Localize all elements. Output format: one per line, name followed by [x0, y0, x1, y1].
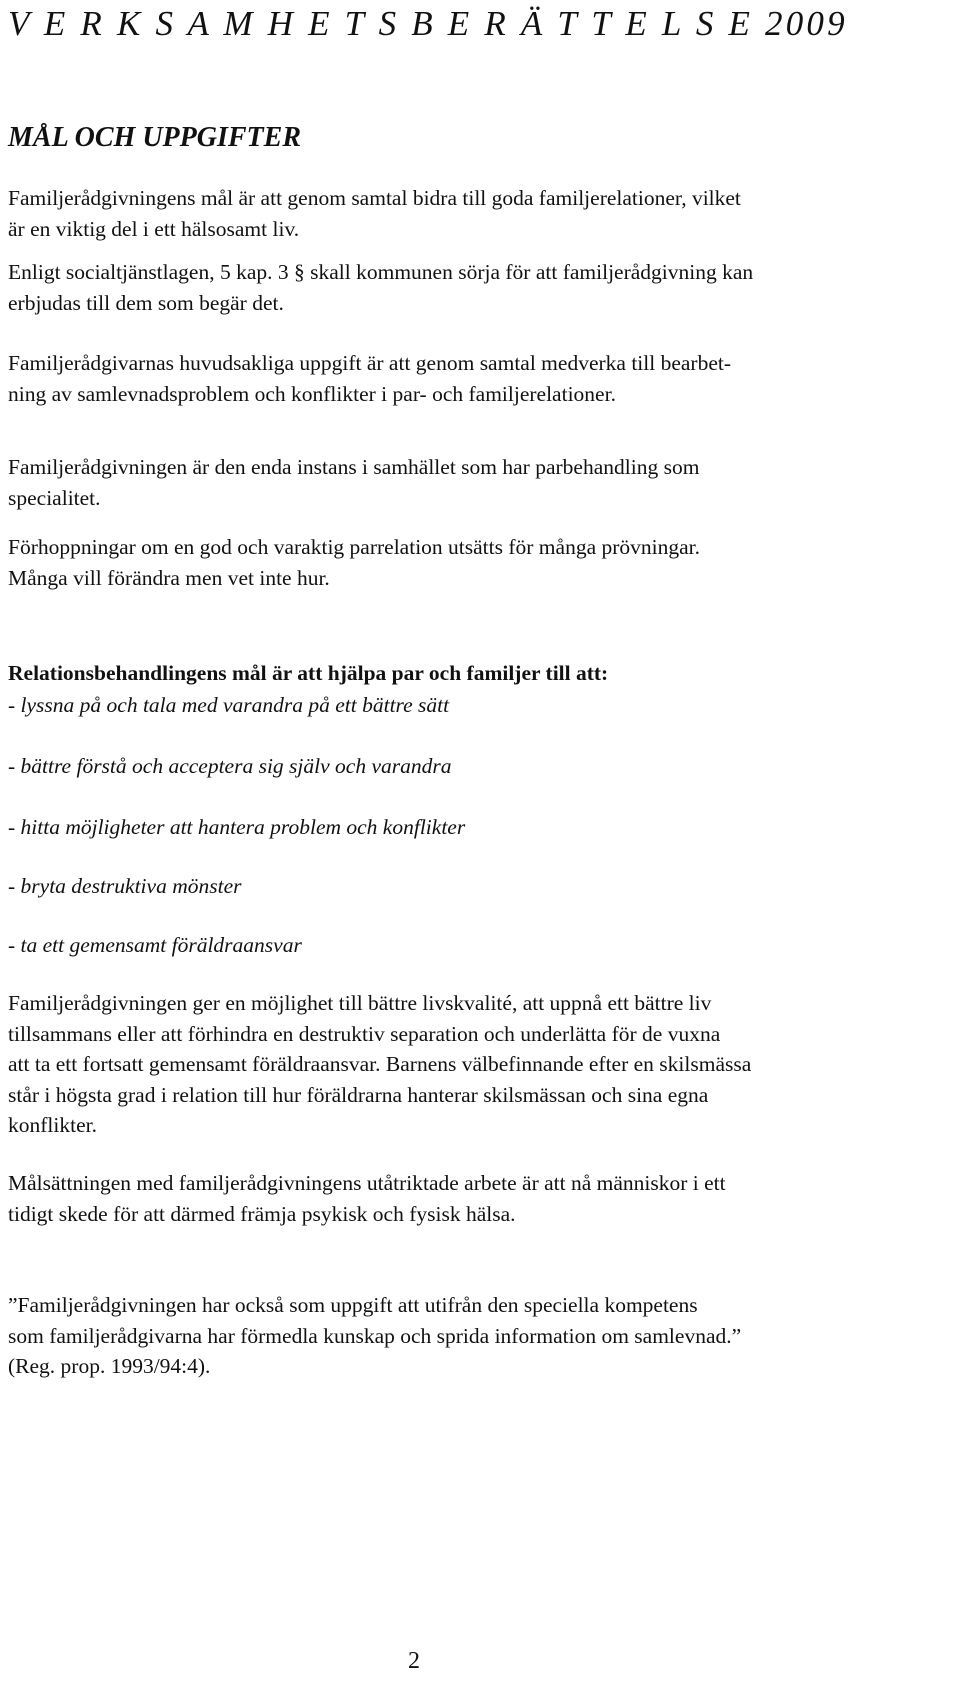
text-line: Förhoppningar om en god och varaktig parrelation utsätts för många prövningar. — [8, 535, 701, 559]
page-title: V E R K S A M H E T S B E R Ä T T E L S E 2009 — [8, 4, 848, 43]
paragraph-task — [8, 348, 731, 409]
text-line: tillsammans eller att förhindra en destruktiv separation och underlätta för de vuxna — [8, 1021, 721, 1046]
goals-heading: Relationsbehandlingens mål är att hjälpa par och familjer till att: — [8, 661, 609, 685]
text-line: tidigt skede för att därmed främja psykisk och fysisk hälsa. — [8, 1201, 516, 1226]
text-line: specialitet. — [8, 485, 101, 510]
text-line: Många vill förändra men vet inte hur. — [8, 565, 330, 590]
text-line: erbjudas till dem som begär det. — [8, 290, 284, 315]
text-line: Familjerådgivarnas huvudsakliga uppgift är att genom samtal medverka till bearbet- — [8, 351, 732, 375]
paragraph-hopes — [8, 532, 700, 593]
paragraph-quality — [8, 988, 751, 1141]
goal-item: - bryta destruktiva mönster — [8, 874, 242, 898]
goal-item: - hitta möjligheter att hantera problem och konflikter — [8, 815, 466, 839]
quote-paragraph — [8, 1290, 741, 1382]
page-number: 2 — [408, 1648, 420, 1674]
text-line: att ta ett fortsatt gemensamt föräldraansvar. Barnens välbefinnande efter en skilsmässa — [8, 1052, 752, 1076]
goal-item: - ta ett gemensamt föräldraansvar — [8, 933, 302, 957]
goal-item: - bättre förstå och acceptera sig själv och varandra — [8, 754, 452, 778]
paragraph-aim — [8, 1168, 726, 1229]
paragraph-law — [8, 257, 753, 318]
goal-item: - lyssna på och tala med varandra på ett bättre sätt — [8, 693, 450, 717]
text-line: Familjerådgivningen är den enda instans i samhället som har parbehandling som — [8, 455, 700, 479]
text-line: står i högsta grad i relation till hur föräldrarna hanterar skilsmässan och sina egna — [8, 1082, 709, 1107]
text-line: som familjerådgivarna har förmedla kunskap och sprida information om samlevnad.” — [8, 1323, 742, 1348]
text-line: ning av samlevnadsproblem och konflikter i par- och familjerelationer. — [8, 381, 616, 406]
paragraph-specialty — [8, 452, 699, 513]
text-line: konflikter. — [8, 1113, 97, 1137]
paragraph-goal — [8, 183, 741, 244]
text-line: (Reg. prop. 1993/94:4). — [8, 1354, 211, 1378]
section-heading: MÅL OCH UPPGIFTER — [8, 122, 301, 153]
text-line: Familjerådgivningen ger en möjlighet till bättre livskvalité, att uppnå ett bättre liv — [8, 991, 712, 1015]
text-line: ”Familjerådgivningen har också som uppgift att utifrån den speciella kompetens — [8, 1293, 698, 1317]
text-line: Enligt socialtjänstlagen, 5 kap. 3 § skall kommunen sörja för att familjerådgivning kan — [8, 260, 754, 284]
text-line: är en viktig del i ett hälsosamt liv. — [8, 216, 300, 241]
text-line: Målsättningen med familjerådgivningens utåtriktade arbete är att nå människor i ett — [8, 1171, 726, 1195]
text-line: Familjerådgivningens mål är att genom samtal bidra till goda familjerelationer, vilket — [8, 186, 741, 210]
